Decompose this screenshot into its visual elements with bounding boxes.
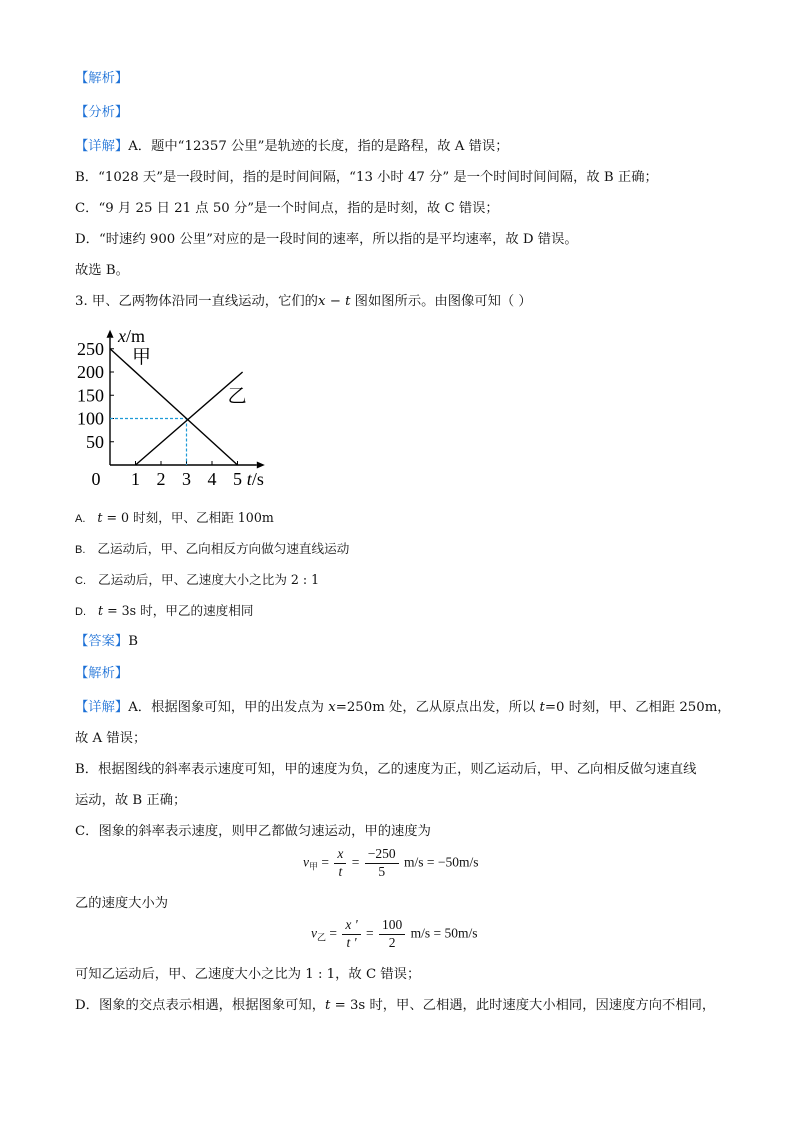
eq1-v: v bbox=[303, 854, 309, 870]
option-a-text: = 0 时刻，甲、乙相距 100m bbox=[102, 510, 274, 525]
x-tick-label: 5 bbox=[233, 469, 242, 489]
y-tick-label: 150 bbox=[77, 385, 104, 406]
analysis-a-part1: A．根据图象可知，甲的出发点为 bbox=[128, 700, 329, 715]
analysis-a-part3: =0 时刻，甲、乙相距 250m， bbox=[544, 700, 731, 715]
eq1-subscript: 甲 bbox=[309, 861, 319, 872]
y-axis-label: x/m bbox=[118, 325, 146, 346]
x-axis-arrow bbox=[257, 462, 265, 469]
analysis-d-part1: D．图象的交点表示相遇，根据图象可知， bbox=[75, 998, 326, 1013]
origin-label: 0 bbox=[91, 469, 101, 489]
analysis-d-line1 bbox=[75, 994, 715, 1013]
eq1-tail: m/s = −50m/s bbox=[404, 854, 479, 870]
answer-tag: 【答案】 bbox=[75, 634, 129, 649]
analysis-subtag: 【分析】 bbox=[75, 105, 129, 120]
option-d-var: t bbox=[98, 603, 104, 618]
option-a-var: t bbox=[97, 510, 103, 525]
eq1-den1: t bbox=[338, 863, 343, 879]
analysis-tag: 【解析】 bbox=[75, 666, 129, 681]
eq2-frac1 bbox=[342, 917, 360, 952]
series-line-1 bbox=[110, 346, 238, 465]
x-axis-label: t/s bbox=[246, 469, 264, 489]
question-3 bbox=[75, 290, 532, 309]
detail-line-c: C．“9 月 25 日 21 点 50 分”是一个时间点，指的是时刻，故 C 错误； bbox=[75, 201, 499, 216]
option-a bbox=[75, 507, 274, 526]
analysis-b-line1: B．根据图线的斜率表示速度可知，甲的速度为负，乙的速度为正，则乙运动后，甲、乙向相反做匀速直线 bbox=[75, 762, 697, 777]
analysis-c-line2: 乙的速度大小为 bbox=[75, 896, 169, 911]
analysis-a-line1 bbox=[75, 696, 731, 715]
answer-value: B bbox=[128, 634, 138, 649]
eq2-tail: m/s = 50m/s bbox=[410, 925, 478, 941]
analysis-a-part2: =250m 处，乙从原点出发，所以 bbox=[335, 700, 540, 715]
xt-graph bbox=[64, 318, 294, 494]
y-tick-label: 50 bbox=[86, 431, 104, 452]
y-tick-label: 100 bbox=[77, 408, 104, 429]
eq1-num2: −250 bbox=[365, 846, 399, 864]
option-d-label: D. bbox=[75, 606, 86, 618]
detail-line-a bbox=[75, 135, 509, 154]
detail-a-text: A．题中“12357 公里”是轨迹的长度，指的是路程，故 A 错误； bbox=[128, 139, 509, 154]
conclusion-line: 故选 B。 bbox=[75, 263, 129, 278]
option-d bbox=[75, 600, 253, 619]
y-tick-label: 200 bbox=[77, 362, 104, 382]
analysis-d-var-t: t bbox=[325, 998, 331, 1013]
series-label-1: 甲 bbox=[132, 346, 152, 368]
option-d-text: = 3s 时，甲乙的速度相同 bbox=[103, 603, 254, 618]
option-c-label: C. bbox=[75, 575, 86, 587]
analysis-c-line3: 可知乙运动后，甲、乙速度大小之比为 1 : 1，故 C 错误； bbox=[75, 967, 421, 982]
analysis-b-line2: 运动，故 B 正确； bbox=[75, 793, 187, 808]
analysis-detail-tag: 【详解】 bbox=[75, 700, 129, 715]
question-var-t: t bbox=[345, 294, 351, 309]
analysis-d-part2: = 3s 时，甲、乙相遇，此时速度大小相同，因速度方向不相同， bbox=[330, 998, 716, 1013]
option-c-text: 乙运动后，甲、乙速度大小之比为 2 : 1 bbox=[98, 572, 320, 587]
analysis-c-line1: C．图象的斜率表示速度，则甲乙都做匀速运动，甲的速度为 bbox=[75, 824, 431, 839]
eq2-frac2 bbox=[379, 917, 405, 952]
eq2-den1: t ' bbox=[346, 934, 357, 950]
option-c bbox=[75, 569, 319, 588]
x-tick-label: 1 bbox=[131, 469, 140, 489]
answer-line bbox=[75, 630, 138, 649]
analysis-a-line2: 故 A 错误； bbox=[75, 731, 147, 746]
analysis-a-var-t: t bbox=[539, 700, 545, 715]
eq2-den2: 2 bbox=[388, 934, 396, 950]
x-tick-label: 3 bbox=[182, 469, 191, 489]
option-a-label: A. bbox=[75, 513, 86, 525]
y-tick-label: 250 bbox=[77, 338, 104, 359]
detail-line-b: B．“1028 天”是一段时间，指的是时间间隔，“13 小时 47 分” 是一个时间时间间隔，故 B 正确； bbox=[75, 170, 658, 185]
x-tick-label: 4 bbox=[207, 469, 217, 489]
analysis-tag-top: 【解析】 bbox=[75, 71, 129, 86]
question-var-x: x bbox=[317, 294, 326, 309]
question-suffix: 图如图所示。由图像可知（ ） bbox=[350, 294, 532, 309]
y-axis-arrow bbox=[107, 330, 114, 338]
option-b-label: B. bbox=[75, 544, 86, 556]
eq1-frac2 bbox=[365, 846, 399, 881]
x-tick-label: 2 bbox=[156, 469, 166, 489]
series-label-2: 乙 bbox=[227, 386, 247, 407]
eq2-subscript: 乙 bbox=[317, 932, 327, 943]
velocity-equation-yi: $v_乙$ = $\frac{x '}{t '}$ = $\frac{100}{2}$ m/s = 50m/s bbox=[311, 917, 478, 950]
velocity-equation-jia: $v_甲$ = $\frac{x}{t}$ = $\frac{-250}{5}$ m/s = −50m/s bbox=[303, 846, 479, 879]
option-b bbox=[75, 538, 349, 557]
question-minus: − bbox=[325, 294, 346, 309]
eq2-num2: 100 bbox=[379, 917, 405, 935]
eq2-v: v bbox=[311, 925, 317, 941]
detail-tag: 【详解】 bbox=[75, 139, 129, 154]
detail-line-d: D．“时速约 900 公里”对应的是一段时间的速率，所以指的是平均速率，故 D 错误。 bbox=[75, 232, 578, 247]
analysis-a-var-x: x bbox=[328, 700, 336, 715]
eq1-den2: 5 bbox=[378, 863, 386, 879]
question-prefix: 3. 甲、乙两物体沿同一直线运动，它们的 bbox=[75, 294, 318, 309]
eq1-num1: x bbox=[334, 846, 346, 864]
option-b-text: 乙运动后，甲、乙向相反方向做匀速直线运动 bbox=[97, 541, 350, 556]
eq2-num1: x ' bbox=[342, 917, 360, 935]
eq1-frac1 bbox=[334, 846, 346, 881]
